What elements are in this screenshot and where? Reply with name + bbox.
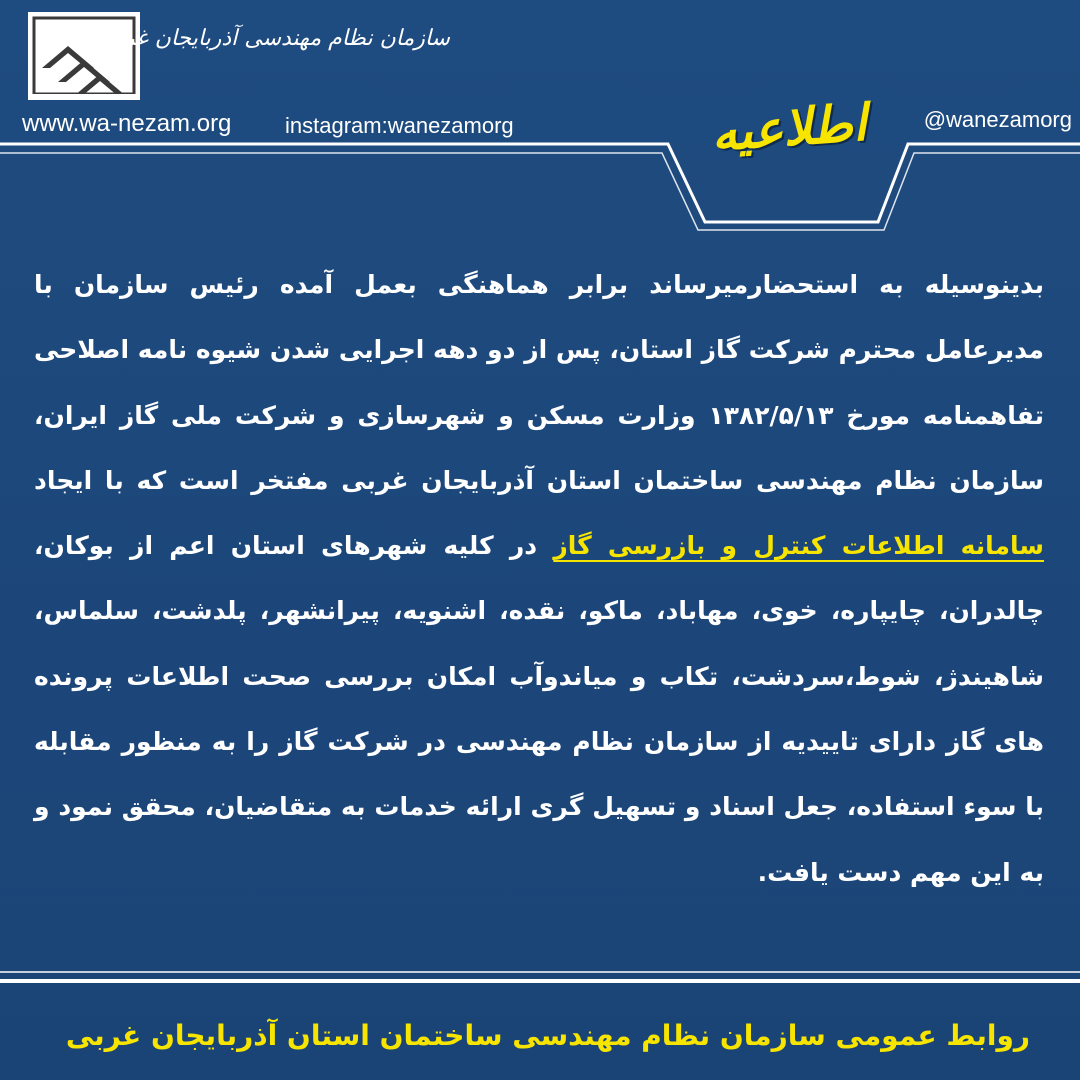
instagram-handle: instagram:wanezamorg [285, 113, 514, 138]
header-divider-line-inner [0, 153, 1080, 230]
social-handle: @wanezamorg [923, 107, 1072, 132]
announcement-title: اطلاعیه [709, 92, 869, 163]
body-text-rest: در کلیه شهرهای استان اعم از بوکان، چالدران، چایپاره، خوی، مهاباد، ماکو، نقده، اشنویه، پیرانشهر، پلدشت، سلماس، شاهیندژ، شوط،سردشت، تکاب و میاندوآب امکان بررسی صحت اطلاعات پرونده های گاز دارای تاییدیه از سازمان نظام مهندسی در شرکت گاز را به منظور مقابله با سوء استفاده، جعل اسناد و تسهیل گری ارائه خدمات به متقاضیان، محقق نمود و به این مهم دست یافت. [34, 531, 1044, 887]
footer-public-relations: روابط عمومی سازمان نظام مهندسی ساختمان استان آذربایجان غربی [65, 1019, 1030, 1052]
announcement-body [34, 252, 1044, 905]
website-url: www.wa-nezam.org [22, 110, 232, 137]
body-text-intro: بدینوسیله به استحضارمیرساند برابر هماهنگی بعمل آمده رئیس سازمان با مدیرعامل محترم شرکت گاز استان، پس از دو دهه اجرایی شدن شیوه نامه اصلاحی تفاهمنامه مورخ ۱۳۸۲/۵/۱۳ وزارت مسکن و شهرسازی و شرکت ملی گاز ایران، سازمان نظام مهندسی ساختمان استان آذربایجان غربی مفتخر است که با ایجاد [34, 270, 1044, 495]
header-divider-line [0, 144, 1080, 222]
organization-name: سازمان نظام مهندسی آذربایجان غربی [99, 26, 450, 51]
gas-inspection-system-link: سامانه اطلاعات کنترل و بازرسی گاز [553, 531, 1044, 561]
